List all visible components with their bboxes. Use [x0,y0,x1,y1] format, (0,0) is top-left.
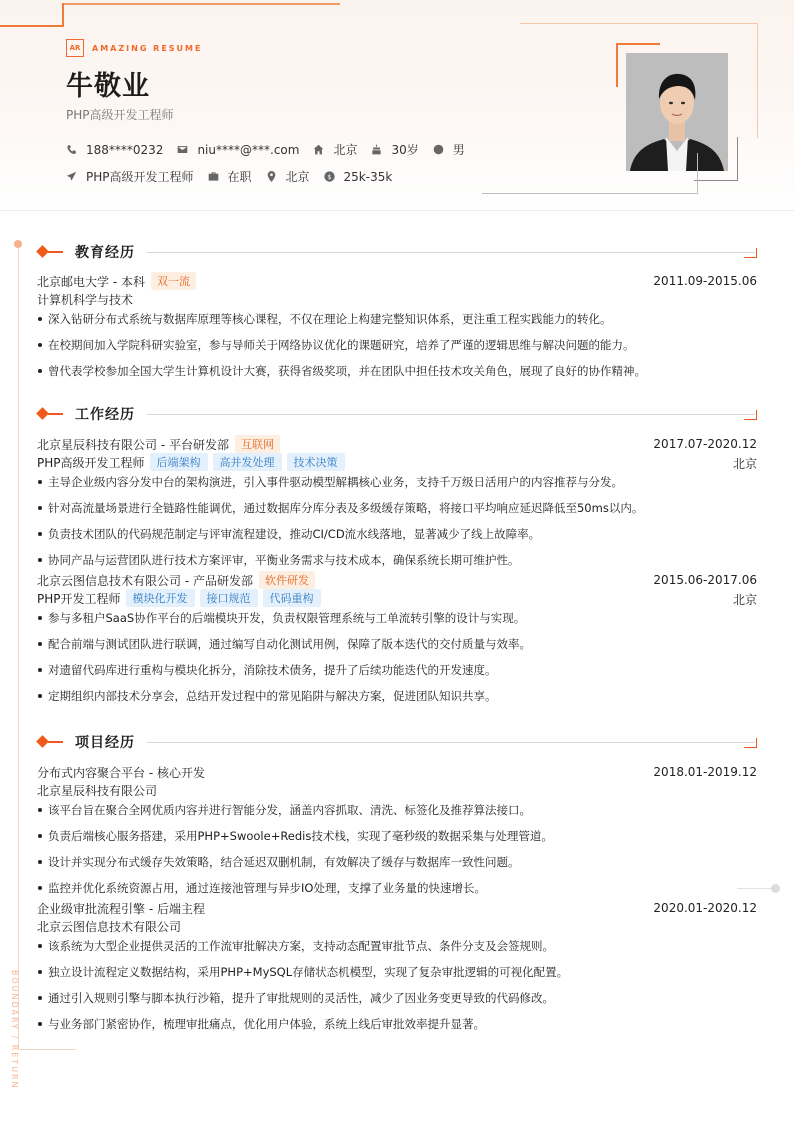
entry-title-row [37,763,757,781]
company-name: 北京云图信息技术有限公司 - 产品研发部 [37,573,253,588]
education-entry [37,272,757,388]
list-item: 参与多租户SaaS协作平台的后端模块开发，负责权限管理系统与工单流转引擎的设计与实现。 [37,609,757,635]
diamond-icon [36,735,49,748]
email-item [177,143,299,157]
decor-line [482,193,698,194]
list-item: 设计并实现分布式缓存失效策略，结合延迟双删机制，有效解决了缓存与数据库一致性问题。 [37,853,757,879]
status-text: 在职 [227,170,252,184]
person-name: 牛敬业 [66,71,150,102]
person-title: PHP高级开发工程师 [66,108,174,122]
contact-row [66,141,479,158]
list-item: 曾代表学校参加全国大学生计算机设计大赛，获得省级奖项，并在团队中担任技术攻关角色，展现了良好的协作精神。 [37,362,757,388]
decor-line [48,741,63,743]
position-row [37,453,757,471]
list-item: 监控并优化系统资源占用，通过连接池管理与异步IO处理，支撑了业务量的快速增长。 [37,879,757,905]
intent-position-text: PHP高级开发工程师 [86,170,194,184]
project-name: 企业级审批流程引擎 - 后端主程 [37,901,205,916]
list-item: 在校期间加入学院科研实验室，参与导师关于网络协议优化的课题研究，培养了严谨的逻辑思维与解决问题的能力。 [37,336,757,362]
age-item [371,141,418,158]
gender-icon [433,144,444,155]
entry-title-row [37,571,757,589]
entry-title-row [37,435,757,453]
position-name: PHP高级开发工程师 [37,455,145,470]
decor-line [697,153,698,194]
section-header [37,732,757,752]
decor-line [62,3,64,27]
side-decor-line [18,1049,76,1050]
side-decor-dot [771,884,780,893]
cake-icon [371,144,382,155]
position-name: PHP开发工程师 [37,591,121,606]
salary-text: 25k-35k [343,169,393,184]
entry-period: 2015.06-2017.06 [653,573,757,587]
bullet-list [37,801,757,905]
side-decor-dot [14,240,22,248]
decor-line [48,251,63,253]
phone-icon [66,144,77,155]
city-item [313,141,357,158]
entry-period: 2020.01-2020.12 [653,901,757,915]
home-icon [313,144,324,155]
entry-title-row [37,899,757,917]
decor-line [48,413,63,415]
briefcase-icon [208,171,219,182]
section-header [37,404,757,424]
bullet-list [37,937,757,1041]
decor-line [64,3,340,5]
phone-item [66,143,163,157]
project-company-row [37,781,757,799]
list-item: 主导企业级内容分发中台的架构演进，引入事件驱动模型解耦核心业务，支持千万级日活用户的内容推荐与分发。 [37,473,757,499]
list-item: 深入钻研分布式系统与数据库原理等核心课程，不仅在理论上构建完整知识体系，更注重工程实践能力的转化。 [37,310,757,336]
brand-text: AMAZING RESUME [92,43,203,53]
education-section [37,242,757,388]
project-company-row [37,917,757,935]
skill-tag: 高并发处理 [213,453,282,471]
section-title: 教育经历 [75,245,135,261]
entry-period: 2018.01-2019.12 [653,765,757,779]
list-item: 该系统为大型企业提供灵活的工作流审批解决方案，支持动态配置审批节点、条件分支及会签规则。 [37,937,757,963]
work-entry [37,435,757,577]
bullet-list [37,473,757,577]
school-name: 北京邮电大学 - 本科 [37,274,145,289]
phone-text: 188****0232 [86,142,164,157]
salary-item [324,170,393,184]
list-item: 负责后端核心服务搭建，采用PHP+Swoole+Redis技术栈，实现了毫秒级的数据采集与处理管道。 [37,827,757,853]
projects-section [37,732,757,1041]
send-icon [66,171,77,182]
list-item: 针对高流量场景进行全链路性能调优，通过数据库分库分表及多级缓存策略，将接口平均响应延迟降低至50ms以内。 [37,499,757,525]
location-pin-icon [266,171,277,182]
intent-position-item [66,168,194,185]
work-section [37,404,757,713]
work-entry [37,571,757,713]
entry-city: 北京 [732,593,757,607]
intent-city-text: 北京 [285,170,310,184]
gender-item [433,141,465,158]
section-divider [147,742,755,743]
decor-line [757,23,758,138]
list-item: 独立设计流程定义数据结构，采用PHP+MySQL存储状态机模型，实现了复杂审批逻辑的可视化配置。 [37,963,757,989]
mail-icon [177,144,188,155]
project-entry [37,899,757,1041]
list-item: 负责技术团队的代码规范制定与评审流程建设，推动CI/CD流水线落地，显著减少了线上故障率。 [37,525,757,551]
svg-text:$: $ [327,173,331,181]
project-name: 分布式内容聚合平台 - 核心开发 [37,765,205,780]
corner-decor [744,248,757,258]
list-item: 协同产品与运营团队进行技术方案评审，平衡业务需求与技术成本，确保系统长期可维护性。 [37,551,757,577]
brand-logo: AR [66,39,84,57]
photo-frame-decor [694,137,738,181]
project-entry [37,763,757,905]
skill-tag: 接口规范 [200,589,258,607]
corner-decor [744,738,757,748]
list-item: 该平台旨在聚合全网优质内容并进行智能分发，涵盖内容抓取、清洗、标签化及推荐算法接口。 [37,801,757,827]
list-item: 配合前端与测试团队进行联调，通过编写自动化测试用例，保障了版本迭代的交付质量与效率。 [37,635,757,661]
section-title: 工作经历 [75,407,135,423]
list-item: 通过引入规则引擎与脚本执行沙箱，提升了审批规则的灵活性，减少了因业务变更导致的代码修改。 [37,989,757,1015]
job-intent-row [66,168,406,185]
skill-tag: 模块化开发 [126,589,195,607]
school-tag: 双一流 [151,272,196,290]
side-decor-line [18,248,19,1050]
entry-title-row [37,272,757,290]
skill-tag: 代码重构 [263,589,321,607]
project-company: 北京云图信息技术有限公司 [37,919,182,934]
list-item: 与业务部门紧密协作，梳理审批痛点，优化用户体验，系统上线后审批效率提升显著。 [37,1015,757,1041]
gender-text: 男 [452,143,465,157]
email-text: niu****@***.com [197,142,300,157]
position-row [37,589,757,607]
bullet-list [37,609,757,713]
section-header [37,242,757,262]
resume-header [0,0,794,211]
intent-city-item [266,168,310,185]
bullet-list [37,310,757,388]
industry-tag: 互联网 [235,435,280,453]
entry-city: 北京 [732,457,757,471]
skill-tag: 后端架构 [150,453,208,471]
money-icon [324,171,335,182]
side-vertical-text: BOUNDARY / RETURN [10,970,19,1090]
brand [66,39,202,57]
company-name: 北京星辰科技有限公司 - 平台研发部 [37,437,229,452]
list-item: 对遗留代码库进行重构与模块化拆分，消除技术债务，提升了后续功能迭代的开发速度。 [37,661,757,687]
age-text: 30岁 [391,143,419,157]
section-divider [147,252,755,253]
city-text: 北京 [333,143,358,157]
project-company: 北京星辰科技有限公司 [37,783,158,798]
list-item: 定期组织内部技术分享会，总结开发过程中的常见陷阱与解决方案，促进团队知识共享。 [37,687,757,713]
skill-tag: 技术决策 [287,453,345,471]
industry-tag: 软件研发 [259,571,315,589]
section-title: 项目经历 [75,735,135,751]
diamond-icon [36,245,49,258]
major-name: 计算机科学与技术 [37,292,134,307]
decor-line [0,25,64,27]
major-row [37,290,757,308]
decor-line [520,23,758,24]
section-divider [147,414,755,415]
diamond-icon [36,407,49,420]
entry-period: 2017.07-2020.12 [653,437,757,451]
corner-decor [744,410,757,420]
entry-period: 2011.09-2015.06 [653,274,757,288]
status-item [208,168,252,185]
